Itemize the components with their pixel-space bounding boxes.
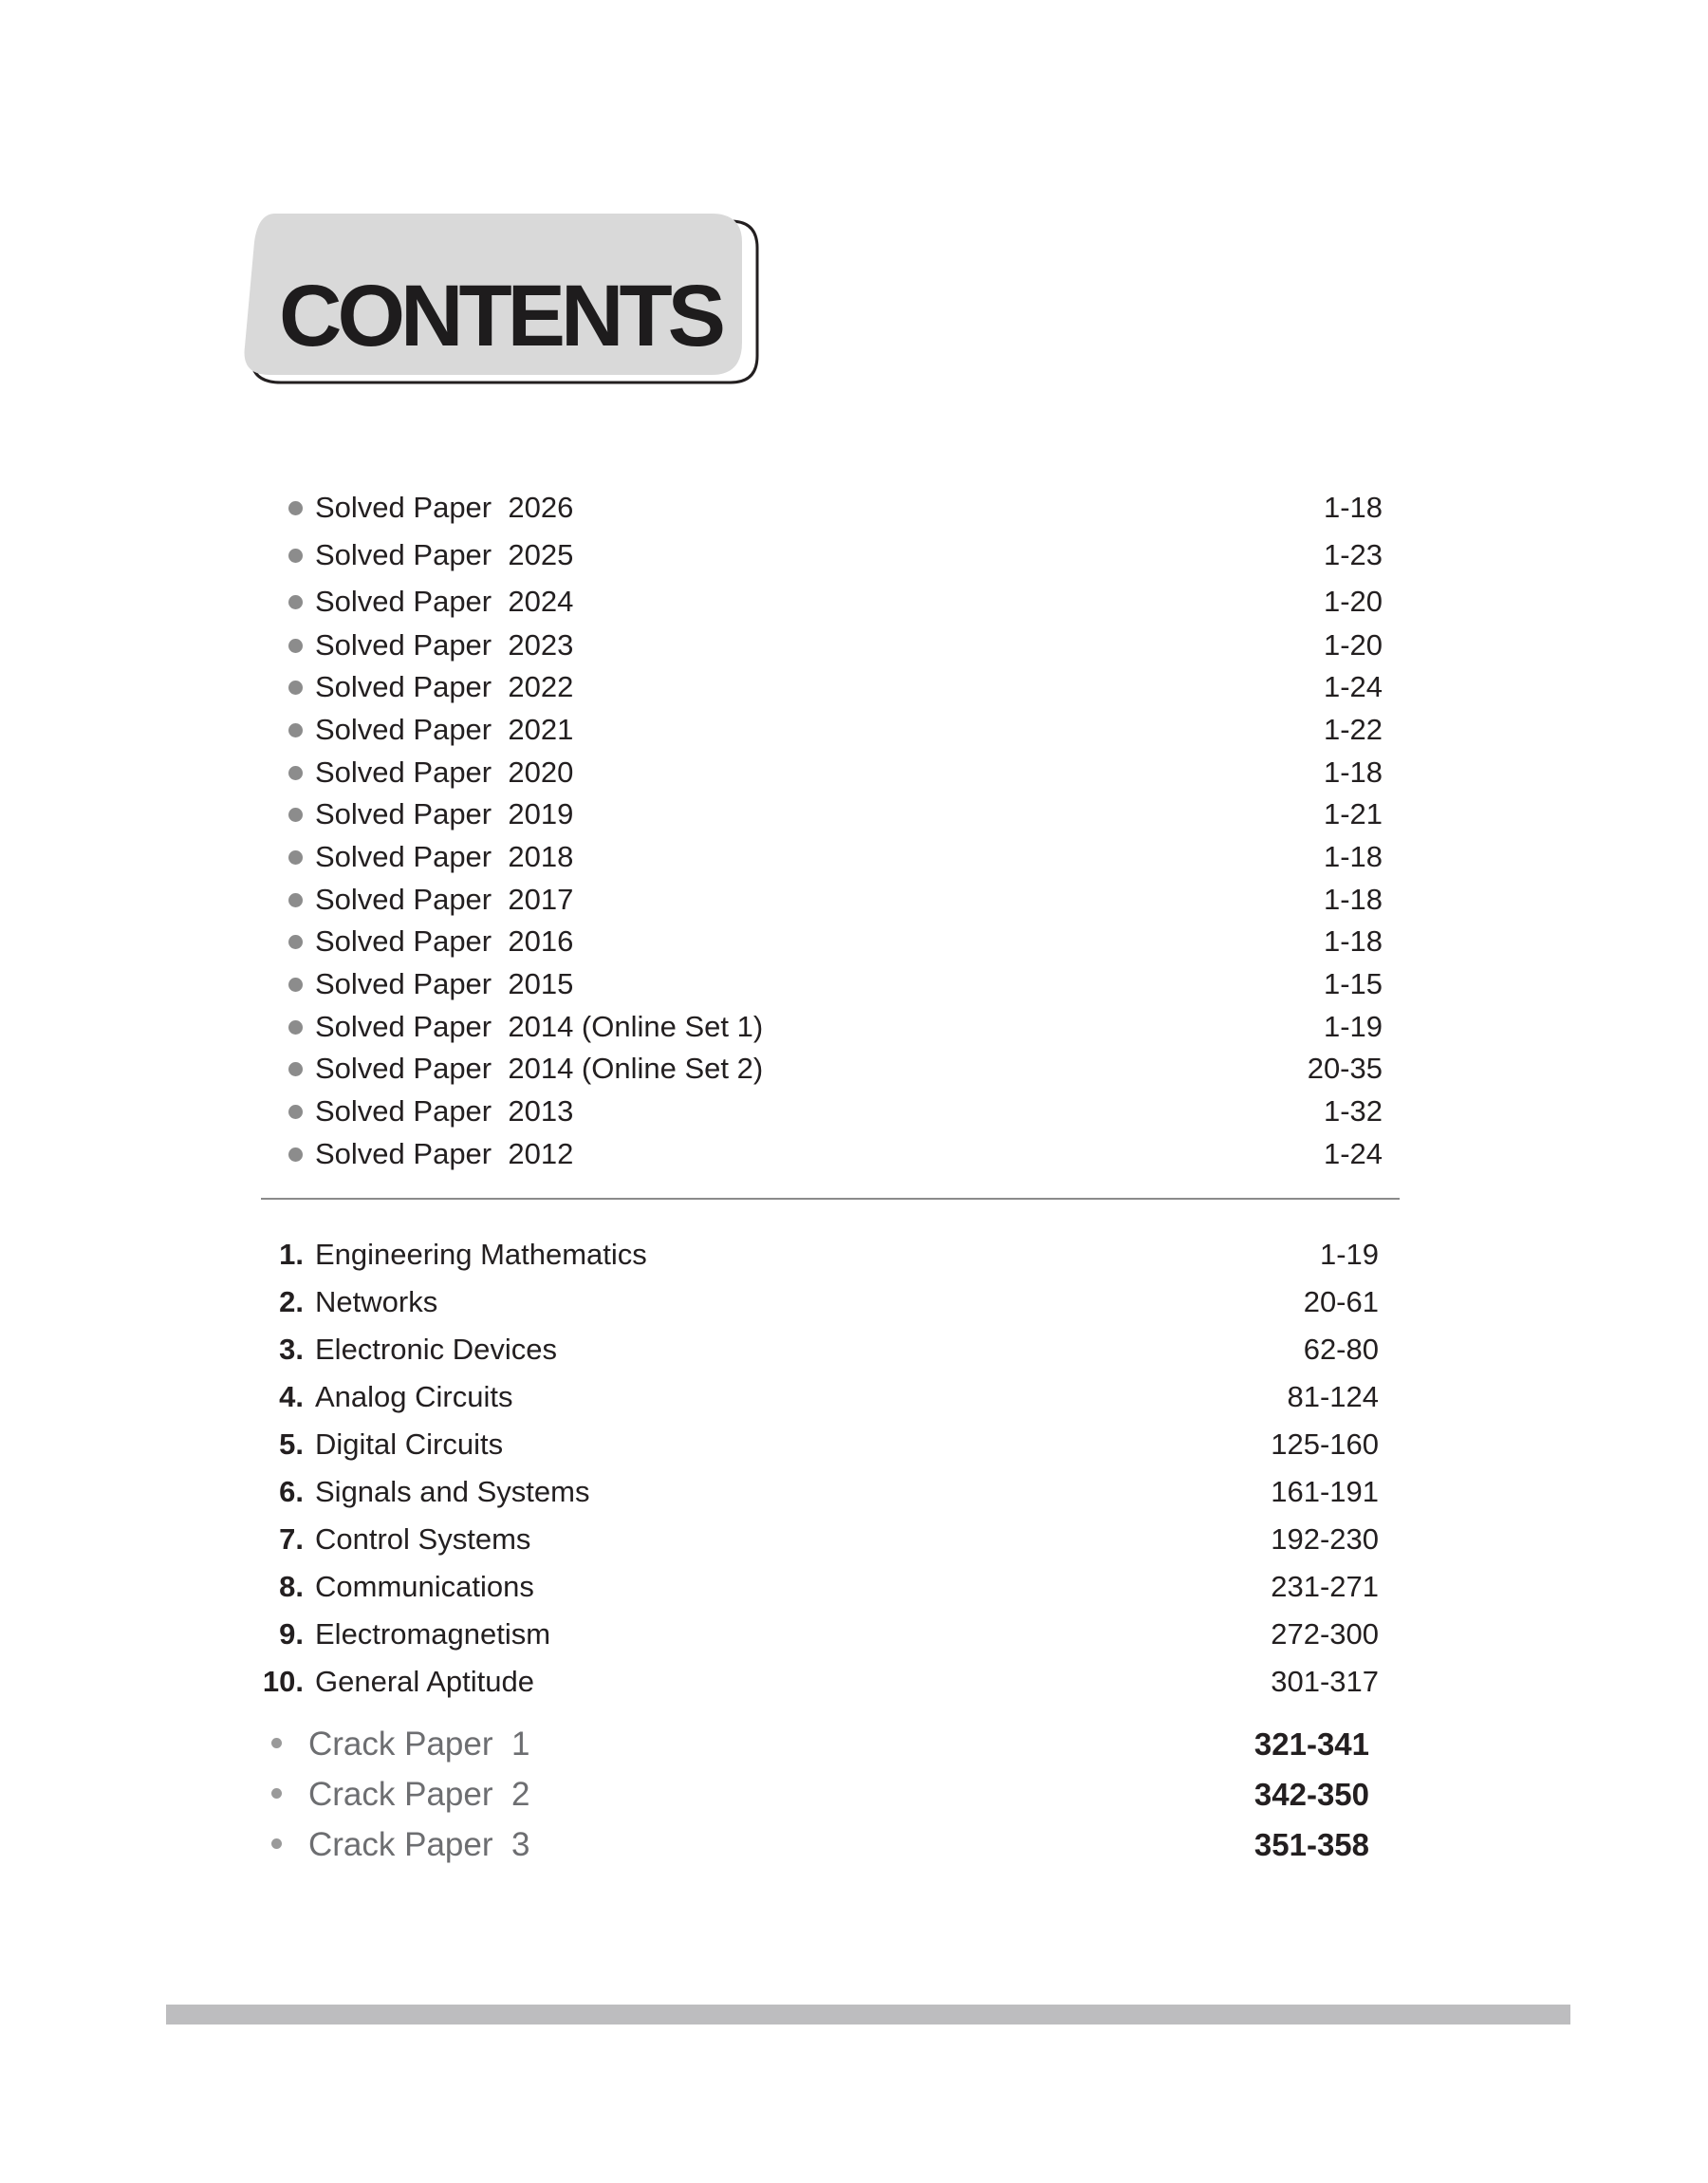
entry-label: Signals and Systems [315,1475,590,1508]
entry-pages: 1-32 [1323,1094,1383,1128]
bullet-icon [288,808,303,822]
bullet-icon [271,1838,282,1849]
entry-label: Crack Paper 1 [308,1726,530,1763]
list-item [0,1329,1708,1371]
entry-pages: 1-22 [1323,713,1383,746]
section-divider [261,1198,1400,1200]
list-item [0,487,1708,529]
entry-pages: 351-358 [1253,1827,1369,1862]
list-item [0,1006,1708,1048]
entry-label: Crack Paper 3 [308,1826,530,1863]
page-title: CONTENTS [279,268,721,364]
list-item [0,534,1708,576]
entry-label: Electronic Devices [315,1333,557,1366]
list-item [0,793,1708,835]
entry-label: Solved Paper 2018 [315,840,574,873]
entry-pages: 20-35 [1307,1052,1383,1085]
list-item [0,879,1708,921]
entry-pages: 81-124 [1287,1380,1379,1413]
bullet-icon [288,978,303,992]
list-item [0,581,1708,623]
entry-pages: 1-24 [1323,670,1383,703]
list-item [0,1471,1708,1513]
chapter-number: 1. [279,1238,304,1271]
entry-label: Solved Paper 2012 [315,1137,574,1170]
entry-label: Crack Paper 2 [308,1776,530,1813]
list-item [0,1133,1708,1175]
entry-pages: 192-230 [1271,1522,1379,1556]
entry-pages: 1-19 [1323,1010,1383,1043]
entry-pages: 301-317 [1271,1665,1379,1698]
chapter-number: 4. [279,1380,304,1413]
entry-pages: 62-80 [1303,1333,1379,1366]
list-item [0,963,1708,1005]
entry-label: Solved Paper 2015 [315,967,574,1000]
list-item [0,1091,1708,1132]
list-item [0,1048,1708,1090]
list-item [0,1661,1708,1703]
bullet-icon [288,595,303,609]
entry-pages: 1-18 [1323,840,1383,873]
entry-label: Solved Paper 2017 [315,883,574,916]
list-item [0,1721,1708,1763]
entry-pages: 125-160 [1271,1427,1379,1461]
entry-pages: 1-15 [1323,967,1383,1000]
bullet-icon [288,501,303,515]
bullet-icon [271,1738,282,1748]
entry-pages: 1-19 [1319,1238,1379,1271]
entry-label: General Aptitude [315,1665,534,1698]
chapter-number: 3. [279,1333,304,1366]
bullet-icon [288,1105,303,1119]
entry-label: Engineering Mathematics [315,1238,647,1271]
entry-label: Solved Paper 2019 [315,797,574,830]
entry-label: Solved Paper 2014 (Online Set 2) [315,1052,764,1085]
entry-pages: 1-18 [1323,756,1383,789]
entry-pages: 1-18 [1323,883,1383,916]
bullet-icon [288,850,303,865]
list-item [0,709,1708,751]
entry-label: Solved Paper 2024 [315,585,574,618]
chapter-number: 5. [279,1427,304,1461]
entry-label: Solved Paper 2025 [315,538,574,571]
list-item [0,1566,1708,1608]
entry-pages: 20-61 [1303,1285,1379,1318]
entry-pages: 231-271 [1271,1570,1379,1603]
entry-label: Solved Paper 2020 [315,756,574,789]
list-item [0,1234,1708,1276]
list-item [0,1424,1708,1465]
entry-label: Networks [315,1285,438,1318]
contents-heading-box [237,214,769,403]
chapter-number: 2. [279,1285,304,1318]
bullet-icon [288,723,303,737]
entry-pages: 1-23 [1323,538,1383,571]
chapter-number: 10. [262,1665,304,1698]
entry-label: Solved Paper 2021 [315,713,574,746]
list-item [0,921,1708,962]
chapter-number: 8. [279,1570,304,1603]
list-item [0,666,1708,708]
entry-pages: 1-18 [1323,491,1383,524]
entry-pages: 1-24 [1323,1137,1383,1170]
bullet-icon [271,1788,282,1799]
list-item [0,752,1708,793]
entry-pages: 161-191 [1271,1475,1379,1508]
list-item [0,1771,1708,1813]
entry-label: Solved Paper 2013 [315,1094,574,1128]
list-item [0,1281,1708,1323]
bullet-icon [288,893,303,907]
bullet-icon [288,766,303,780]
entry-label: Control Systems [315,1522,531,1556]
entry-label: Communications [315,1570,534,1603]
list-item [0,1376,1708,1418]
chapter-number: 9. [279,1617,304,1651]
bullet-icon [288,681,303,695]
footer-bar [166,2005,1570,2024]
entry-label: Analog Circuits [315,1380,513,1413]
chapter-number: 7. [279,1522,304,1556]
list-item [0,1519,1708,1560]
chapter-number: 6. [279,1475,304,1508]
list-item [0,1821,1708,1863]
entry-pages: 1-20 [1323,585,1383,618]
entry-label: Digital Circuits [315,1427,504,1461]
entry-pages: 272-300 [1271,1617,1379,1651]
entry-label: Solved Paper 2023 [315,628,574,662]
list-item [0,1614,1708,1655]
bullet-icon [288,935,303,949]
list-item [0,625,1708,666]
entry-pages: 321-341 [1253,1726,1369,1762]
entry-label: Solved Paper 2026 [315,491,574,524]
entry-pages: 342-350 [1253,1777,1369,1812]
list-item [0,836,1708,878]
bullet-icon [288,1062,303,1076]
entry-label: Solved Paper 2016 [315,924,574,958]
bullet-icon [288,549,303,563]
entry-pages: 1-20 [1323,628,1383,662]
entry-label: Solved Paper 2014 (Online Set 1) [315,1010,764,1043]
entry-label: Solved Paper 2022 [315,670,574,703]
bullet-icon [288,639,303,653]
entry-pages: 1-18 [1323,924,1383,958]
bullet-icon [288,1147,303,1162]
bullet-icon [288,1020,303,1035]
entry-label: Electromagnetism [315,1617,551,1651]
entry-pages: 1-21 [1323,797,1383,830]
